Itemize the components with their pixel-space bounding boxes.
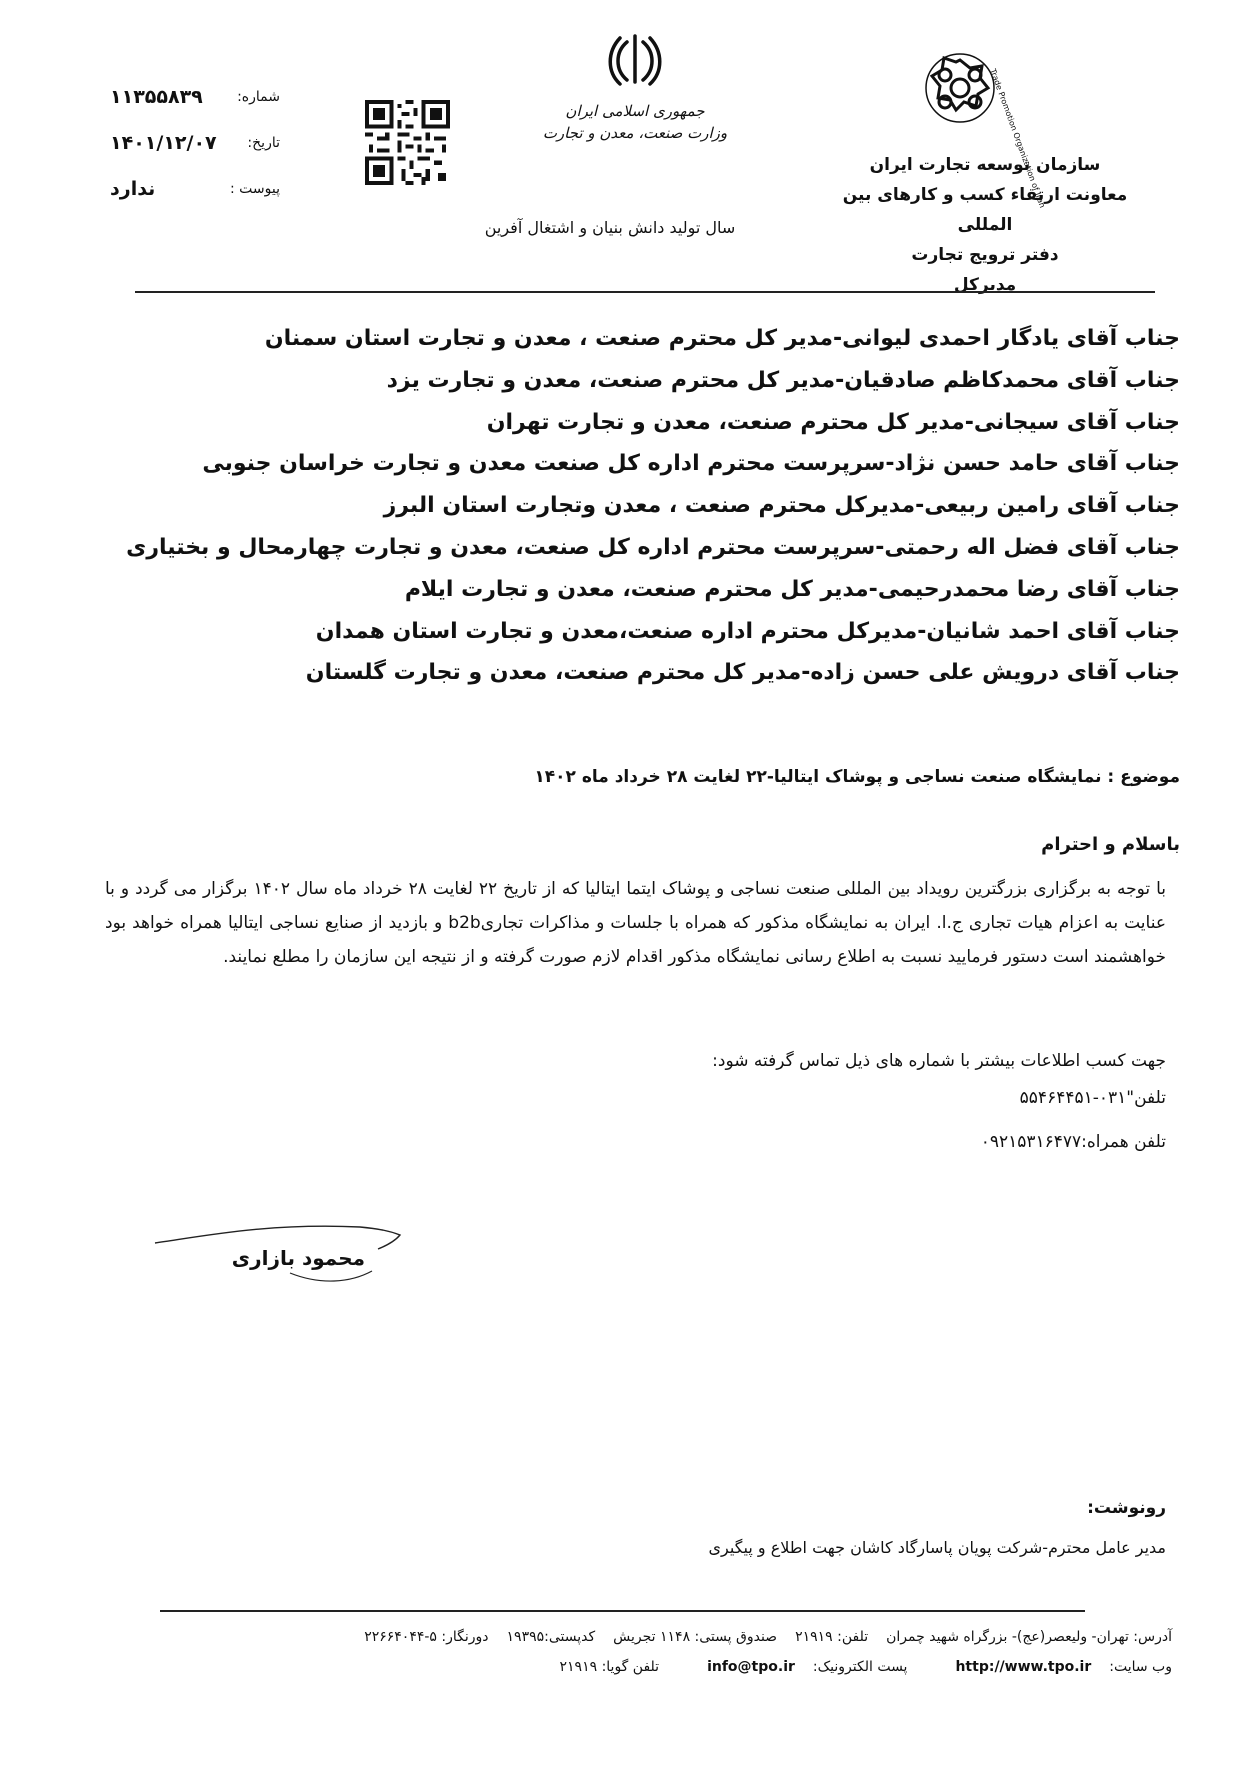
- mobile-value: ۰۹۲۱۵۳۱۶۴۷۷: [980, 1132, 1082, 1152]
- date-value: ۱۴۰۱/۱۲/۰۷: [110, 132, 217, 154]
- footer-divider: [160, 1610, 1085, 1612]
- letter-body: با توجه به برگزاری بزرگترین رویداد بین المللی صنعت نساجی و پوشاک ایتما ایتالیا که از تاریخ ۲۲ لغایت ۲۸ خرداد ماه سال ۱۴۰۲ برگزار می گردد و با عنایت به اعزام هیات تجاری ج.ا. ایران به نمایشگاه مذکور که همراه با جلسات و مذاکرات تجاریb2b و بازدید از صنایع نساجی ایتالیا همراه خواهد بود خواهشمند است دستور فرمایید نسبت به اطلاع رسانی نمایشگاه مذکور اقدام لازم صورت گرفته و از نتیجه این سازمان را مطلع نمایند.: [105, 879, 1166, 967]
- recipient: جناب آقای محمدکاظم صادقیان-مدیر کل محترم صنعت، معدن و تجارت یزد: [386, 367, 1180, 393]
- logo-text: Trade Promotion Organization of Iran: [988, 67, 1047, 210]
- phone-label: تلفن": [1126, 1088, 1166, 1108]
- footer-email-label: پست الکترونیک:: [812, 1659, 908, 1675]
- footer-fax: دورنگار: ۵-۲۲۶۶۴۰۴۴: [364, 1629, 489, 1645]
- ministry-block: [520, 100, 750, 144]
- number-value: ۱۱۳۵۵۸۳۹: [110, 86, 203, 108]
- recipient: جناب آقای حامد حسن نژاد-سرپرست محترم اداره کل صنعت معدن و تجارت خراسان جنوبی: [202, 451, 1180, 477]
- attachment-label: پیوست :: [230, 181, 280, 197]
- phone-value: ۰۳۱-۵۵۴۶۴۴۵۱: [1019, 1088, 1127, 1108]
- mobile-label: تلفن همراه:: [1081, 1132, 1166, 1152]
- year-slogan: سال تولید دانش بنیان و اشتغال آفرین: [484, 218, 736, 237]
- iran-emblem: [605, 30, 665, 90]
- date-label: تاریخ:: [247, 135, 280, 151]
- recipient: جناب آقای فضل اله رحمتی-سرپرست محترم اداره کل صنعت، معدن و تجارت چهارمحال و بختیاری: [126, 534, 1180, 560]
- number-label: شماره:: [237, 89, 280, 105]
- footer-row-2: [110, 1652, 1172, 1682]
- signature-name: محمود بازاری: [231, 1246, 365, 1270]
- cc-label: رونوشت:: [1087, 1498, 1166, 1518]
- footer-row-1: [110, 1622, 1172, 1652]
- footer-postal-code: کدپستی:۱۹۳۹۵: [506, 1629, 596, 1645]
- org-position: مدیرکل: [953, 275, 1017, 295]
- signature: [150, 1215, 430, 1310]
- org-deputy: معاونت ارتقاء کسب و کارهای بین المللی: [842, 185, 1128, 235]
- letter-meta: [110, 74, 280, 212]
- footer-website-label: وب سایت:: [1109, 1659, 1172, 1675]
- recipient: جناب آقای درویش علی حسن زاده-مدیر کل محترم صنعت، معدن و تجارت گلستان: [305, 660, 1180, 686]
- org-office: دفتر ترویج تجارت: [911, 245, 1059, 265]
- recipient: جناب آقای رضا محمدرحیمی-مدیر کل محترم صنعت، معدن و تجارت ایلام: [404, 576, 1180, 602]
- salutation: باسلام و احترام: [1041, 834, 1180, 855]
- org-name: سازمان توسعه تجارت ایران: [869, 155, 1101, 175]
- attachment-row: [110, 166, 280, 212]
- qr-code-icon: [365, 100, 450, 185]
- footer-address: آدرس: تهران- ولیعصر(عج)- بزرگراه شهید چمران: [886, 1629, 1172, 1645]
- mobile-line: [140, 1132, 1166, 1152]
- number-row: [110, 74, 280, 120]
- ministry-line-1: جمهوری اسلامی ایران: [565, 102, 705, 120]
- footer-voice-tel: تلفن گویا: ۲۱۹۱۹: [559, 1659, 660, 1675]
- ministry-line-2: وزارت صنعت، معدن و تجارت: [542, 124, 728, 142]
- footer-po-box: صندوق پستی: ۱۱۴۸ تجریش: [613, 1629, 778, 1645]
- recipients-list: [126, 318, 1180, 694]
- phone-line: [140, 1088, 1166, 1108]
- contact-intro: جهت کسب اطلاعات بیشتر با شماره های ذیل تماس گرفته شود:: [712, 1051, 1166, 1071]
- footer: [110, 1622, 1172, 1682]
- footer-tel: تلفن: ۲۱۹۱۹: [795, 1629, 869, 1645]
- attachment-value: ندارد: [110, 178, 156, 200]
- header-divider: [135, 291, 1155, 293]
- recipient: جناب آقای سیجانی-مدیر کل محترم صنعت، معدن و تجارت تهران: [486, 409, 1180, 435]
- date-row: [110, 120, 280, 166]
- footer-email-link[interactable]: info@tpo.ir: [707, 1659, 795, 1675]
- recipient: جناب آقای یادگار احمدی لیوانی-مدیر کل محترم صنعت ، معدن و تجارت استان سمنان: [264, 326, 1180, 351]
- org-block: [815, 150, 1155, 300]
- letter-subject: موضوع : نمایشگاه صنعت نساجی و پوشاک ایتالیا-۲۲ لغایت ۲۸ خرداد ماه ۱۴۰۲: [534, 767, 1180, 787]
- footer-website-link[interactable]: http://www.tpo.ir: [955, 1659, 1092, 1675]
- recipient: جناب آقای احمد شانیان-مدیرکل محترم اداره صنعت،معدن و تجارت استان همدان: [315, 618, 1180, 644]
- cc-recipient: مدیر عامل محترم-شرکت پویان پاسارگاد کاشان جهت اطلاع و پیگیری: [708, 1538, 1166, 1557]
- recipient: جناب آقای رامین ربیعی-مدیرکل محترم صنعت ، معدن وتجارت استان البرز: [383, 493, 1180, 519]
